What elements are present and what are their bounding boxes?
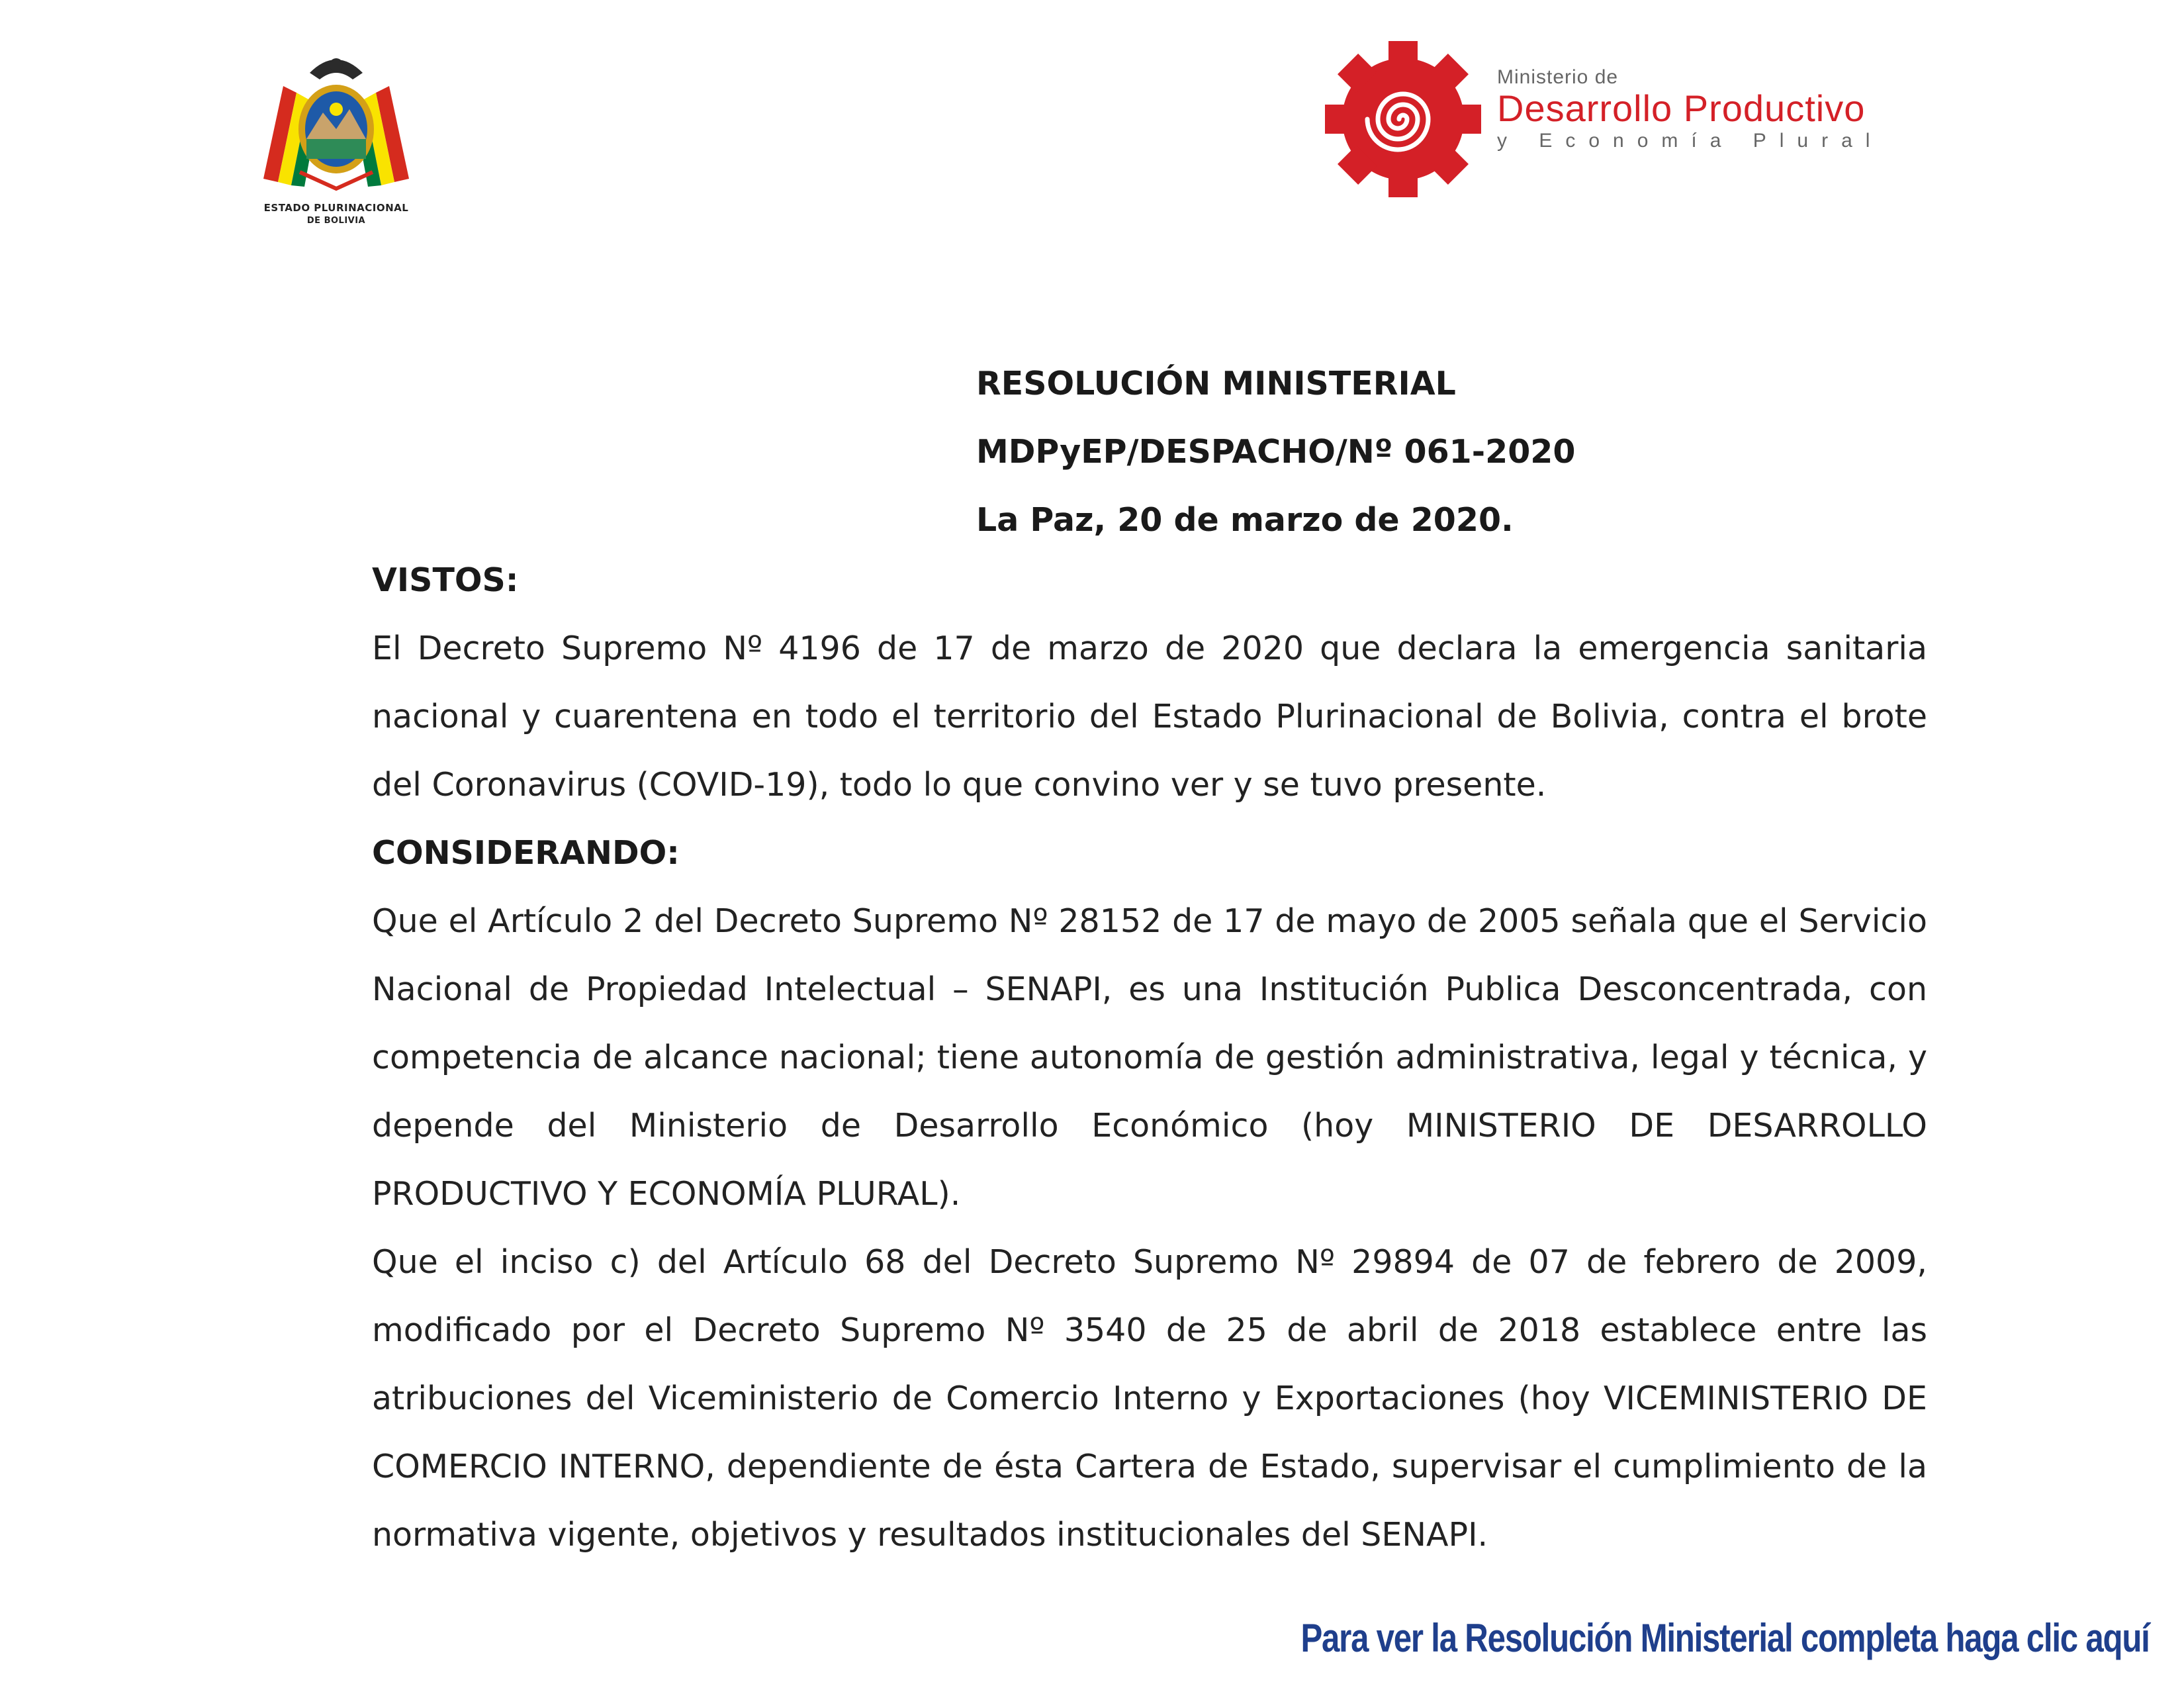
coat-caption-line2: DE BOLIVIA	[306, 216, 366, 226]
ministry-logo-line3: y Economía Plural	[1497, 130, 1884, 152]
bolivia-coat-of-arms	[237, 46, 435, 238]
considerando-title: CONSIDERANDO:	[372, 834, 680, 872]
view-full-resolution-link[interactable]: Para ver la Resolución Ministerial completa haga clic aquí	[1300, 1616, 2150, 1660]
vistos-paragraph: El Decreto Supremo Nº 4196 de 17 de marzo de 2020 que declara la emergencia sanitaria nacional y cuarentena en todo el territorio del Estado Plurinacional de Bolivia, contra el brote del Coronavirus (COVID-19), todo lo que convino ver y se tuvo presente.	[372, 630, 1927, 804]
vistos-title: VISTOS:	[372, 561, 519, 599]
coat-caption-line1: ESTADO PLURINACIONAL	[263, 202, 409, 214]
ministry-logo-line1: Ministerio de	[1497, 66, 1619, 88]
gear-spiral-icon	[1324, 40, 1482, 199]
considerando-paragraph-2: Que el inciso c) del Artículo 68 del Decreto Supremo Nº 29894 de 07 de febrero de 2009, modificado por el Decreto Supremo Nº 3540 de 25 de abril de 2018 establece entre las atribuciones del Viceministerio de Comercio Interno y Exportaciones (hoy VICEMINISTERIO DE COMERCIO INTERNO, dependiente de ésta Cartera de Estado, supervisar el cumplimiento de la normativa vigente, objetivos y resultados institucionales del SENAPI.	[372, 1243, 1927, 1554]
ministry-logo	[1324, 40, 1952, 199]
resolution-body	[372, 546, 1927, 1569]
resolution-number: MDPyEP/DESPACHO/Nº 061-2020	[976, 433, 1576, 471]
resolution-title: RESOLUCIÓN MINISTERIAL	[976, 365, 1456, 402]
coat-of-arms-icon	[237, 46, 435, 199]
resolution-heading	[976, 350, 1575, 554]
resolution-date: La Paz, 20 de marzo de 2020.	[976, 501, 1514, 539]
considerando-paragraph-1: Que el Artículo 2 del Decreto Supremo Nº 28152 de 17 de mayo de 2005 señala que el Servicio Nacional de Propiedad Intelectual – SENAPI, es una Institución Publica Desconcentrada, con competencia de alcance nacional; tiene autonomía de gestión administrativa, legal y técnica, y depende del Ministerio de Desarrollo Económico (hoy MINISTERIO DE DESARROLLO PRODUCTIVO Y ECONOMÍA PLURAL).	[372, 902, 1927, 1213]
ministry-logo-line2: Desarrollo Productivo	[1497, 87, 1866, 129]
